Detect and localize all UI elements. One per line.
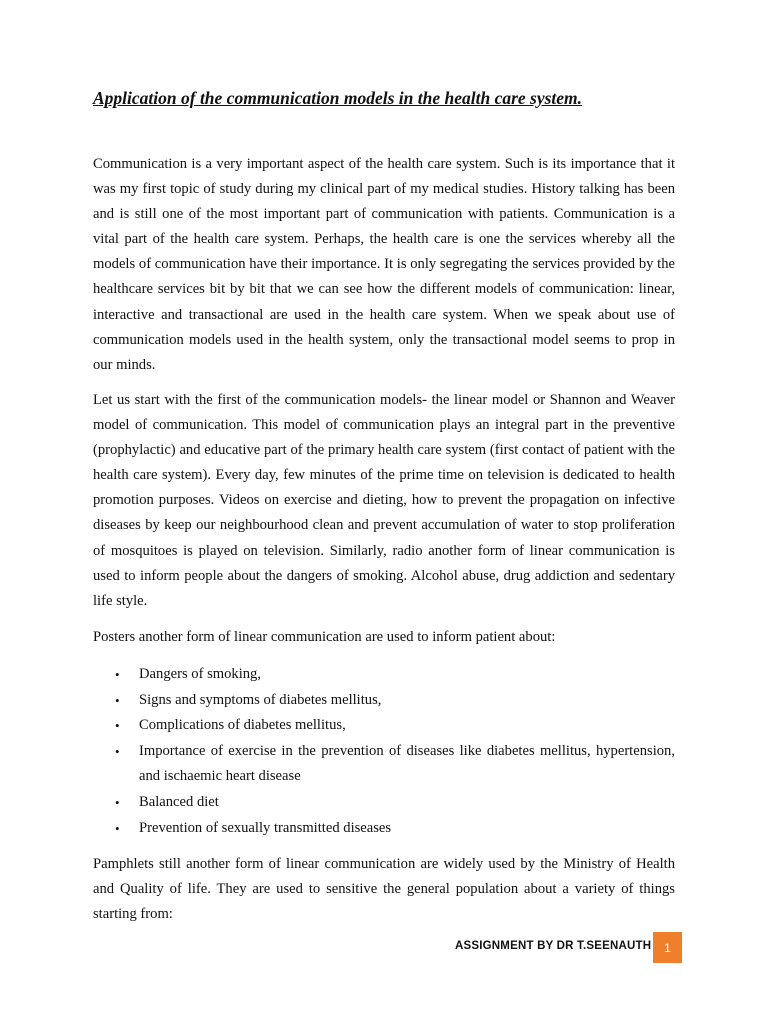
list-item	[93, 662, 675, 688]
paragraph-linear-model: Let us start with the first of the communication models- the linear model or Shannon and Weaver model of communication. This model of communication plays an integral part in the preventive (prophylactic) and educative part of the primary health care system (first contact of patient with the health care system). Every day, few minutes of the prime time on television is dedicated to health promotion purposes. Videos on exercise and dieting, how to prevent the propagation on infective diseases by keep our neighbourhood clean and prevent accumulation of water to stop proliferation of mosquitoes is played on television. Similarly, radio another form of linear communication is used to inform people about the dangers of smoking. Alcohol abuse, drug addiction and sedentary life style.	[93, 392, 675, 609]
list-item-text: Complications of diabetes mellitus,	[139, 717, 346, 734]
paragraph-posters: Posters another form of linear communication are used to inform patient about:	[93, 629, 556, 645]
bullet-icon: •	[115, 692, 120, 708]
footer-author-label: ASSIGNMENT BY DR T.SEENAUTH	[455, 940, 652, 952]
list-item	[93, 688, 675, 714]
bullet-icon: •	[115, 794, 120, 810]
list-item	[93, 739, 675, 790]
bullet-icon: •	[115, 667, 120, 682]
bullet-list-poster-topics	[93, 662, 675, 841]
bullet-icon: •	[115, 820, 120, 836]
bullet-icon: •	[115, 718, 120, 734]
paragraph-intro: Communication is a very important aspect of the health care system. Such is its importance that it was my first topic of study during my clinical part of my medical studies. History talking has been and is still one of the most important part of communication with patients. Communication is a vital part of the health care system. Perhaps, the health care is one the services whereby all the models of communication have their importance. It is only segregating the services provided by the healthcare services bit by bit that we can see how the different models of communication: linear, interactive and transactional are used in the health care system. When we speak about use of communication models used in the health system, only the transactional model seems to prop in our minds.	[93, 156, 675, 373]
list-item	[93, 713, 675, 739]
list-item	[93, 816, 675, 842]
list-item-text: Balanced diet	[139, 793, 219, 810]
list-item-text: Importance of exercise in the prevention of diseases like diabetes mellitus, hypertension, and ischaemic heart disease	[139, 742, 675, 785]
page-number: 1	[664, 940, 671, 955]
list-item-text: Signs and symptoms of diabetes mellitus,	[139, 691, 382, 708]
paragraph-pamphlets: Pamphlets still another form of linear communication are widely used by the Ministry of Health and Quality of life. They are used to sensitive the general population about a variety of things starting from:	[93, 856, 675, 923]
bullet-icon: •	[115, 743, 120, 759]
document-title: Application of the communication models in the health care system.	[93, 88, 583, 108]
list-item-text: Dangers of smoking,	[139, 666, 262, 682]
list-item	[93, 790, 675, 816]
page-number-badge	[653, 932, 682, 963]
list-item-text: Prevention of sexually transmitted diseases	[139, 819, 392, 836]
